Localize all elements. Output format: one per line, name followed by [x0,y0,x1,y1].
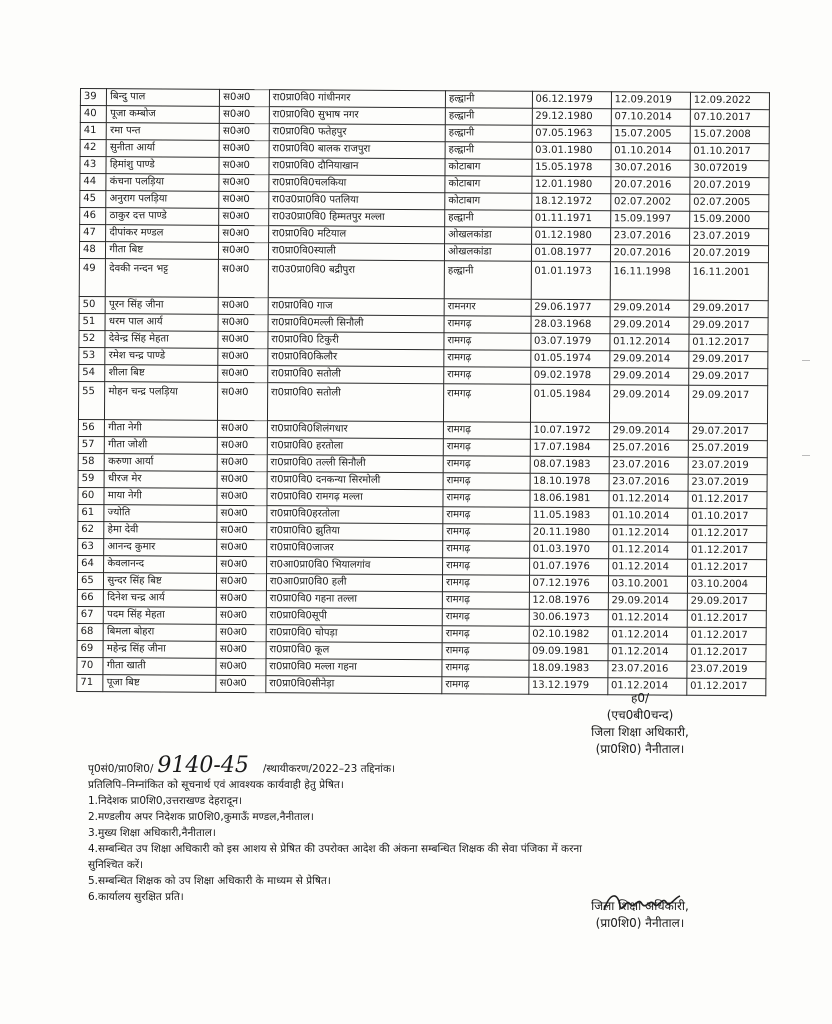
date-of-birth-cell: 30.06.1973 [529,609,608,626]
school-cell: रा0प्रा0वि0मल्ली सिनौली [268,315,444,333]
confirmation-date-cell: 15.07.2008 [690,126,769,143]
teacher-name-cell: गीता जोशी [105,437,218,455]
designation-cell: स0अ0 [220,89,270,106]
designation-cell: स0अ0 [218,259,268,297]
serial-number-cell: 48 [79,242,105,259]
memo-item: 5.सम्बन्धित शिक्षक को उप शिक्षा अधिकारी के माध्यम से प्रेषित। [88,875,331,887]
teacher-name-cell: केवलानन्द [104,556,217,574]
joining-date-cell: 23.07.2016 [609,474,688,491]
serial-number-cell: 61 [78,504,104,521]
serial-number-cell: 59 [78,470,104,487]
joining-date-cell: 29.09.2014 [609,385,688,423]
block-cell: रामगढ़ [443,524,530,542]
teacher-name-cell: पूजा कम्बोज [107,106,220,124]
designation-cell: स0अ0 [217,505,267,522]
designation-cell: स0अ0 [219,123,269,140]
date-of-birth-cell: 01.05.1984 [530,384,609,422]
joining-date-cell: 20.07.2016 [611,177,690,194]
serial-number-cell: 53 [79,347,105,364]
date-of-birth-cell: 29.12.1980 [532,108,611,125]
date-of-birth-cell: 18.06.1981 [530,490,609,507]
block-cell: रामगढ़ [443,558,530,576]
block-cell: रामगढ़ [443,490,530,508]
teacher-name-cell: पूजा बिष्ट [103,675,216,693]
teacher-name-cell: गीता खाती [103,658,216,676]
serial-number-cell: 51 [79,313,105,330]
teacher-name-cell: सुनीता आर्या [106,140,219,158]
joining-date-cell: 23.07.2016 [608,661,687,678]
serial-number-cell: 65 [77,572,103,589]
teacher-name-cell: पदम सिंह मेहता [104,607,217,625]
serial-number-cell: 43 [80,157,106,174]
serial-number-cell: 67 [77,606,103,623]
margin-mark [802,455,810,456]
confirmation-date-cell: 25.07.2019 [688,440,767,457]
block-cell: रामगढ़ [442,592,529,610]
joining-date-cell: 15.09.1997 [610,211,689,228]
serial-number-cell: 62 [78,521,104,538]
designation-cell: स0अ0 [219,208,269,225]
date-of-birth-cell: 18.09.1983 [528,660,607,677]
confirmation-date-cell: 01.12.2017 [688,525,767,542]
teacher-name-cell: दिनेश चन्द्र आर्य [104,590,217,608]
block-cell: रामगढ़ [444,384,531,423]
joining-date-cell: 01.10.2014 [609,508,688,525]
block-cell: रामगढ़ [444,367,531,385]
confirmation-date-cell: 12.09.2022 [690,92,769,109]
block-cell: रामगढ़ [442,609,529,627]
serial-number-cell: 54 [79,364,105,381]
designation-cell: स0अ0 [217,539,267,556]
joining-date-cell: 01.12.2014 [607,678,686,695]
school-cell: रा0प्रा0वि0 चोपड़ा [266,625,442,643]
date-of-birth-cell: 01.08.1977 [531,244,610,261]
confirmation-date-cell: 23.07.2019 [688,474,767,491]
joining-date-cell: 29.09.2014 [608,593,687,610]
date-of-birth-cell: 20.11.1980 [529,524,608,541]
serial-number-cell: 50 [79,296,105,313]
serial-number-cell: 57 [78,436,104,453]
school-cell: रा0आ0प्रा0वि0 भियालगांव [266,557,442,575]
school-cell: रा0प्रा0वि0 फतेहपुर [269,124,445,142]
block-cell: रामगढ़ [442,660,529,678]
serial-number-cell: 69 [77,640,103,657]
confirmation-date-cell: 01.12.2017 [687,678,766,695]
confirmation-date-cell: 29.09.2017 [687,593,766,610]
serial-number-cell: 52 [79,330,105,347]
confirmation-date-cell: 01.10.2017 [688,508,767,525]
teacher-name-cell: ज्योति [104,505,217,523]
date-of-birth-cell: 03.01.1980 [532,142,611,159]
joining-date-cell: 25.07.2016 [609,440,688,457]
school-cell: रा0प्रा0वि0किलौर [268,349,444,367]
school-cell: रा0प्रा0वि0 दौनियाखान [269,158,445,176]
designation-cell: स0अ0 [220,106,270,123]
designation-cell: स0अ0 [218,348,268,365]
confirmation-date-cell: 23.07.2019 [687,661,766,678]
designation-cell: स0अ0 [218,382,268,420]
confirmation-date-cell: 29.07.2017 [688,423,767,440]
confirmation-date-cell: 23.07.2019 [688,457,767,474]
teacher-name-cell: अनुराग पलड़िया [106,191,219,209]
serial-number-cell: 44 [80,174,106,191]
serial-number-cell: 41 [80,123,106,140]
block-cell: रामगढ़ [444,350,531,368]
signature-block-final [555,898,725,932]
confirmation-date-cell: 20.07.2019 [689,245,768,262]
teacher-name-cell: हेमा देवी [104,522,217,540]
date-of-birth-cell: 11.05.1983 [529,507,608,524]
date-of-birth-cell: 01.11.1971 [531,210,610,227]
school-cell: रा0प्रा0वि0 टिकुरी [268,332,444,350]
designation-cell: स0अ0 [216,675,266,692]
school-cell: रा0प्रा0वि0 हरतोला [267,438,443,456]
block-cell: रामगढ़ [443,422,530,440]
school-cell: रा0प्रा0वि0 मटियाल [268,226,444,244]
joining-date-cell: 23.07.2016 [609,457,688,474]
teacher-name-cell: सुन्दर सिंह बिष्ट [104,573,217,591]
confirmation-date-cell: 30.072019 [690,160,769,177]
block-cell: रामगढ़ [443,541,530,559]
joining-date-cell: 01.12.2014 [609,491,688,508]
block-cell: रामगढ़ [443,507,530,525]
teacher-name-cell: आनन्द कुमार [104,539,217,557]
designation-cell: स0अ0 [217,590,267,607]
joining-date-cell: 07.10.2014 [611,109,690,126]
handwritten-reference-number: 9140-45 [157,753,249,778]
teacher-name-cell: पूरन सिंह जीना [105,297,218,315]
school-cell: रा0प्रा0वि0 सुभाष नगर [269,107,445,125]
memo-item: 2.मण्डलीय अपर निदेशक प्रा0शि0,कुमाऊँ मण्डल,नैनीताल। [88,811,314,823]
school-cell: रा0प्रा0वि0 दनकन्या सिरमोली [267,472,443,490]
block-cell: कोटाबाग [445,193,532,211]
serial-number-cell: 40 [80,106,106,123]
designation-cell: स0अ0 [219,225,269,242]
date-of-birth-cell: 07.05.1963 [532,125,611,142]
school-cell: रा0प्रा0वि0स्याली [268,243,444,261]
designation-cell: स0अ0 [219,242,269,259]
teacher-name-cell: शीला बिष्ट [105,365,218,383]
teacher-name-cell: गीता नेगी [105,420,218,438]
block-cell: रामगढ़ [444,316,531,334]
confirmation-date-cell: 01.12.2017 [687,627,766,644]
date-of-birth-cell: 12.08.1976 [529,592,608,609]
school-cell: रा0प्रा0वि0 सतोली [267,383,443,422]
school-cell: रा0प्रा0वि0चलकिया [269,175,445,193]
joining-date-cell: 29.09.2014 [609,423,688,440]
memo-item: 1.निदेशक प्रा0शि0,उत्तराखण्ड देहरादून। [88,795,243,807]
designation-cell: स0अ0 [219,174,269,191]
serial-number-cell: 45 [80,191,106,208]
school-cell: रा0प्रा0वि0 बालक राजपुरा [269,141,445,159]
school-cell: रा0प्रा0वि0जाजर [266,540,442,558]
teacher-name-cell: रमा पन्त [107,123,220,141]
copy-distribution-memo [88,755,738,905]
joining-date-cell: 29.09.2014 [610,317,689,334]
designation-cell: स0अ0 [216,607,266,624]
teacher-name-cell: कंचना पलड़िया [106,174,219,192]
teacher-name-cell: दीपांकर मण्डल [106,225,219,243]
block-cell: रामगढ़ [442,626,529,644]
officer-office: (प्रा0शि0) नैनीताल। [595,742,685,756]
table-row [79,258,768,300]
signature-block-officer [560,690,720,758]
joining-date-cell: 01.10.2014 [611,143,690,160]
date-of-birth-cell: 18.12.1972 [531,193,610,210]
joining-date-cell: 01.12.2014 [608,559,687,576]
block-cell: रामनगर [444,299,531,317]
date-of-birth-cell: 12.01.1980 [531,176,610,193]
date-of-birth-cell: 03.07.1979 [530,333,609,350]
designation-cell: स0अ0 [218,365,268,382]
confirmation-date-cell: 01.12.2017 [688,491,767,508]
date-of-birth-cell: 15.05.1978 [532,159,611,176]
serial-number-cell: 39 [80,89,106,106]
school-cell: रा0उ0प्रा0वि0 हिम्मतपुर मल्ला [269,209,445,227]
confirmation-date-cell: 29.09.2017 [689,317,768,334]
teacher-name-cell: धरम पाल आर्य [105,314,218,332]
confirmation-date-cell: 07.10.2017 [690,109,769,126]
confirmation-date-cell: 15.09.2000 [689,211,768,228]
serial-number-cell: 42 [80,140,106,157]
designation-cell: स0अ0 [217,488,267,505]
confirmation-date-cell: 01.12.2017 [687,610,766,627]
confirmation-date-cell: 20.07.2019 [690,177,769,194]
teacher-name-cell: देवकी नन्दन भट्ट [106,259,219,298]
confirmation-date-cell: 02.07.2005 [690,194,769,211]
date-of-birth-cell: 06.12.1979 [532,91,611,108]
joining-date-cell: 01.12.2014 [608,644,687,661]
teacher-name-cell: रमेश चन्द्र पाण्डे [105,348,218,366]
serial-number-cell: 60 [78,487,104,504]
date-of-birth-cell: 28.03.1968 [531,316,610,333]
school-cell: रा0प्रा0वि0 झुतिया [267,523,443,541]
confirmation-date-cell: 16.11.2001 [689,262,768,300]
teacher-name-cell: माया नेगी [104,488,217,506]
serial-number-cell: 47 [80,225,106,242]
block-cell: ओखलकांडा [445,227,532,245]
confirmation-date-cell: 01.12.2017 [687,559,766,576]
reference-suffix: /स्थायीकरण/2022–23 तद्दिनांक। [262,763,396,775]
designation-cell: स0अ0 [216,658,266,675]
date-of-birth-cell: 09.02.1978 [530,367,609,384]
joining-date-cell: 29.09.2014 [610,300,689,317]
confirmation-date-cell: 03.10.2004 [687,576,766,593]
serial-number-cell: 63 [78,538,104,555]
block-cell: रामगढ़ [443,473,530,491]
school-cell: रा0प्रा0वि0हरतोला [267,506,443,524]
date-of-birth-cell: 29.06.1977 [531,299,610,316]
table-body [77,89,770,696]
school-cell: रा0प्रा0वि0 मल्ला गहना [266,659,442,677]
school-cell: रा0उ0प्रा0वि0 बद्रीपुरा [268,260,444,299]
teacher-name-cell: मोहन चन्द्र पलड़िया [105,382,218,421]
teacher-name-cell: देवेन्द्र सिंह मेहता [105,331,218,349]
block-cell: हल्द्वानी [445,125,532,143]
joining-date-cell: 01.12.2014 [608,542,687,559]
joining-date-cell: 01.12.2014 [608,525,687,542]
date-of-birth-cell: 17.07.1984 [530,439,609,456]
joining-date-cell: 02.07.2002 [610,194,689,211]
block-cell: हल्द्वानी [445,108,532,126]
block-cell: कोटाबाग [445,176,532,194]
school-cell: रा0प्रा0वि0 तल्ली सिनौली [267,455,443,473]
margin-mark [802,360,810,361]
school-cell: रा0प्रा0वि0 कूल [266,642,442,660]
date-of-birth-cell: 01.01.1973 [531,261,610,299]
officer-name: (एच0बी0चन्द) [606,708,674,722]
school-cell: रा0उ0प्रा0वि0 पतलिया [269,192,445,210]
designation-cell: स0अ0 [218,297,268,314]
teacher-confirmation-table [76,88,770,696]
date-of-birth-cell: 08.07.1983 [530,456,609,473]
memo-item-continuation: सुनिश्चित करें। [88,859,144,871]
table-row [78,381,767,423]
serial-number-cell: 70 [77,657,103,674]
date-of-birth-cell: 02.10.1982 [529,626,608,643]
school-cell: रा0आ0प्रा0वि0 हली [266,574,442,592]
block-cell: ओखलकांडा [444,244,531,262]
school-cell: रा0प्रा0वि0 सतोली [268,366,444,384]
teacher-name-cell: ठाकुर दत्त पाण्डे [106,208,219,226]
teacher-name-cell: धीरज मेर [104,471,217,489]
joining-date-cell: 16.11.1998 [610,262,689,300]
school-cell: रा0प्रा0वि0 रामगढ़ मल्ला [267,489,443,507]
designation-cell: स0अ0 [218,420,268,437]
serial-number-cell: 66 [77,589,103,606]
date-of-birth-cell: 01.07.1976 [529,558,608,575]
final-office: (प्रा0शि0) नैनीताल। [595,916,685,930]
joining-date-cell: 01.12.2014 [608,627,687,644]
memo-item: 6.कार्यालय सुरक्षित प्रति। [88,891,184,903]
final-designation: जिला शिक्षा अधिकारी, [591,899,689,913]
date-of-birth-cell: 18.10.1978 [530,473,609,490]
confirmation-date-cell: 01.12.2017 [689,334,768,351]
school-cell: रा0प्रा0वि0सूपी [266,608,442,626]
designation-cell: स0अ0 [219,140,269,157]
joining-date-cell: 30.07.2016 [611,160,690,177]
teacher-name-cell: करुणा आर्या [105,454,218,472]
serial-number-cell: 56 [78,419,104,436]
serial-number-cell: 55 [78,381,105,419]
designation-cell: स0अ0 [218,314,268,331]
confirmation-date-cell: 29.09.2017 [688,385,767,423]
block-cell: हल्द्वानी [444,261,531,300]
confirmation-date-cell: 01.10.2017 [690,143,769,160]
designation-cell: स0अ0 [217,573,267,590]
serial-number-cell: 64 [78,555,104,572]
designation-cell: स0अ0 [217,556,267,573]
confirmation-date-cell: 29.09.2017 [689,351,768,368]
block-cell: हल्द्वानी [445,210,532,228]
confirmation-date-cell: 29.09.2017 [689,300,768,317]
school-cell: रा0प्रा0वि0शिलंगधार [267,421,443,439]
reference-prefix: पृ0सं0/प्रा0शि0/ [88,763,154,775]
memo-item: 4.सम्बन्धित उप शिक्षा अधिकारी को इस आशय से प्रेषित की उपरोक्त आदेश की अंकना सम्बन्धित शिक्षक की सेवा पंजिका में करना [88,843,582,855]
joining-date-cell: 29.09.2014 [609,368,688,385]
designation-cell: स0अ0 [217,522,267,539]
block-cell: हल्द्वानी [445,91,532,109]
confirmation-date-cell: 23.07.2019 [689,228,768,245]
block-cell: रामगढ़ [443,439,530,457]
block-cell: रामगढ़ [442,575,529,593]
date-of-birth-cell: 01.03.1970 [529,541,608,558]
block-cell: कोटाबाग [445,159,532,177]
joining-date-cell: 01.12.2014 [608,610,687,627]
date-of-birth-cell: 13.12.1979 [528,677,607,694]
serial-number-cell: 46 [80,208,106,225]
block-cell: रामगढ़ [443,456,530,474]
designation-cell: स0अ0 [218,437,268,454]
memo-reference-line [88,755,738,777]
serial-number-cell: 71 [77,674,103,691]
confirmation-date-cell: 01.12.2017 [687,644,766,661]
teacher-name-cell: गीता बिष्ट [106,242,219,260]
designation-cell: स0अ0 [217,454,267,471]
joining-date-cell: 01.12.2014 [610,334,689,351]
designation-cell: स0अ0 [217,471,267,488]
joining-date-cell: 29.09.2014 [609,351,688,368]
block-cell: रामगढ़ [442,643,529,661]
date-of-birth-cell: 09.09.1981 [529,643,608,660]
block-cell: रामगढ़ [444,333,531,351]
school-cell: रा0प्रा0वि0 गांधीनगर [269,90,445,108]
school-cell: रा0प्रा0वि0सीनेड़ा [266,676,442,694]
joining-date-cell: 12.09.2019 [611,92,690,109]
serial-number-cell: 49 [79,258,106,296]
joining-date-cell: 20.07.2016 [610,245,689,262]
designation-cell: स0अ0 [219,191,269,208]
date-of-birth-cell: 10.07.1972 [530,422,609,439]
officer-designation: जिला शिक्षा अधिकारी, [591,725,689,739]
teacher-name-cell: हिमांशु पाण्डे [106,157,219,175]
teacher-name-cell: बिन्दु पाल [107,89,220,107]
memo-intro: प्रतिलिपि–निम्नांकित को सूचनार्थ एवं आवश्यक कार्यवाही हेतु प्रेषित। [88,779,344,791]
date-of-birth-cell: 01.12.1980 [531,227,610,244]
joining-date-cell: 15.07.2005 [611,126,690,143]
date-of-birth-cell: 01.05.1974 [530,350,609,367]
teacher-name-cell: महेन्द्र सिंह जीना [103,641,216,659]
confirmation-date-cell: 01.12.2017 [687,542,766,559]
designation-cell: स0अ0 [218,331,268,348]
school-cell: रा0प्रा0वि0 गहना तल्ला [266,591,442,609]
memo-item: 3.मुख्य शिक्षा अधिकारी,नैनीताल। [88,827,216,839]
serial-number-cell: 58 [78,453,104,470]
block-cell: हल्द्वानी [445,142,532,160]
designation-cell: स0अ0 [216,641,266,658]
teacher-name-cell: बिमला बोहरा [103,624,216,642]
date-of-birth-cell: 07.12.1976 [529,575,608,592]
school-cell: रा0प्रा0वि0 गाज [268,298,444,316]
block-cell: रामगढ़ [442,677,529,695]
serial-number-cell: 68 [77,623,103,640]
joining-date-cell: 23.07.2016 [610,228,689,245]
designation-cell: स0अ0 [219,157,269,174]
joining-date-cell: 03.10.2001 [608,576,687,593]
confirmation-date-cell: 29.09.2017 [689,368,768,385]
designation-cell: स0अ0 [216,624,266,641]
signed-mark: ह0/ [630,691,650,705]
